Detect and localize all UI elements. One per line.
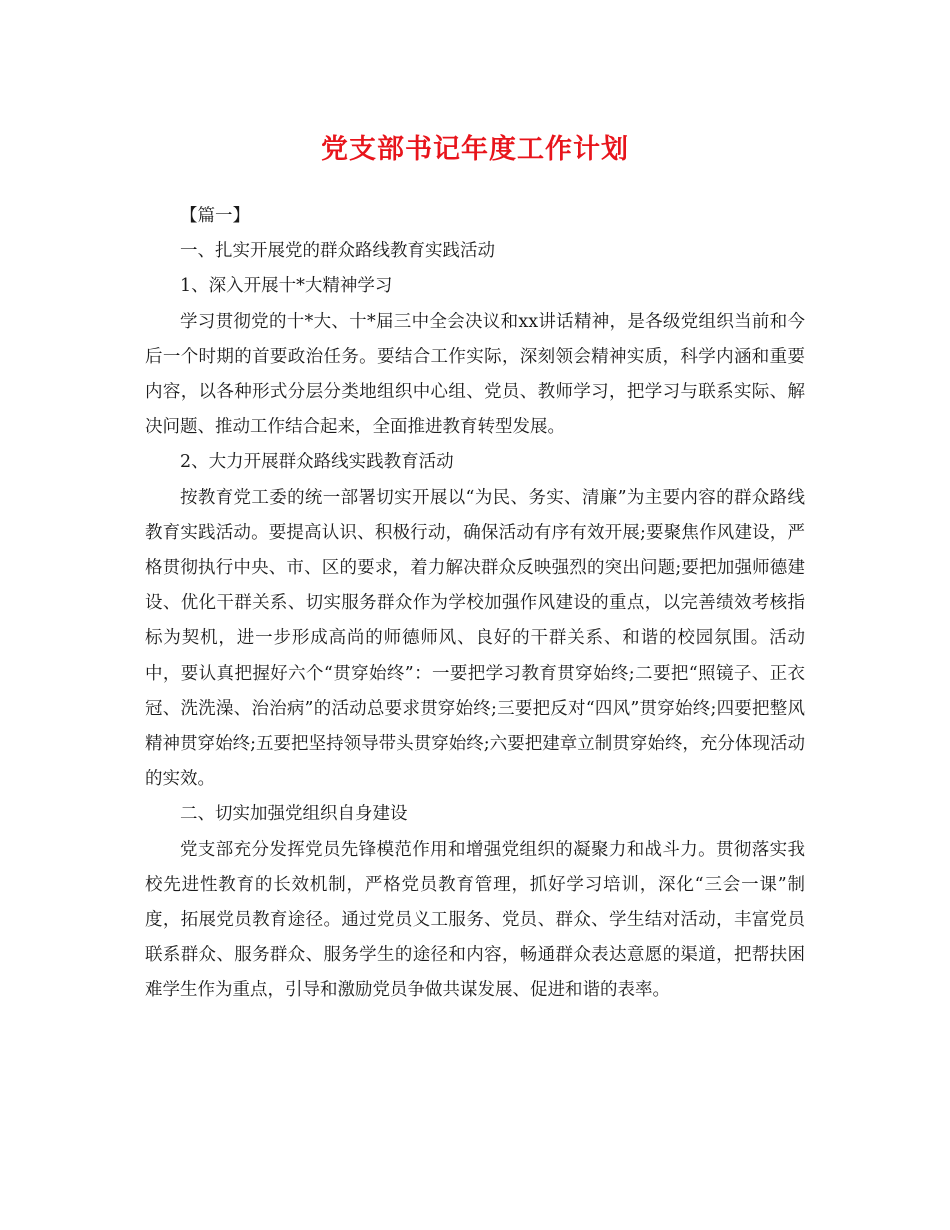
paragraph-2: 按教育党工委的统一部署切实开展以“为民、务实、清廉”为主要内容的群众路线教育实践活动。要提高认识、积极行动，确保活动有序有效开展;要聚焦作风建设，严格贯彻执行中央、市、区的要求，着力解决群众反映强烈的突出问题;要把加强师德建设、优化干群关系、切实服务群众作为学校加强作风建设的重点，以完善绩效考核指标为契机，进一步形成高尚的师德师风、良好的干群关系、和谐的校园氛围。活动中，要认真把握好六个“贯穿始终”：一要把学习教育贯穿始终;二要把“照镜子、正衣冠、洗洗澡、治治病”的活动总要求贯穿始终;三要把反对“四风”贯穿始终;四要把整风精神贯穿始终;五要把坚持领导带头贯穿始终;六要把建章立制贯穿始终，充分体现活动的实效。: [145, 487, 805, 790]
heading-2: 二、切实加强党组织自身建设: [180, 804, 408, 825]
paragraph-3: 党支部充分发挥党员先锋模范作用和增强党组织的凝聚力和战斗力。贯彻落实我校先进性教育的长效机制，严格党员教育管理，抓好学习培训，深化“三会一课”制度，拓展党员教育途径。通过党员义工服务、党员、群众、学生结对活动，丰富党员联系群众、服务群众、服务学生的途径和内容，畅通群众表达意愿的渠道，把帮扶困难学生作为重点，引导和激励党员争做共谋发展、促进和谐的表率。: [145, 839, 805, 1001]
section-label: 【篇一】: [180, 206, 250, 226]
paragraph-1: 学习贯彻党的十*大、十*届三中全会决议和xx讲话精神，是各级党组织当前和今后一个时期的首要政治任务。要结合工作实际，深刻领会精神实质，科学内涵和重要内容，以各种形式分层分类地组织中心组、党员、教师学习，把学习与联系实际、解决问题、推动工作结合起来，全面推进教育转型发展。: [145, 311, 805, 438]
subheading-2: 2、大力开展群众路线实践教育活动: [180, 452, 454, 473]
document-title: 党支部书记年度工作计划: [321, 134, 629, 165]
document-body: [145, 199, 805, 1009]
subheading-1: 1、深入开展十*大精神学习: [180, 276, 393, 297]
heading-1: 一、扎实开展党的群众路线教育实践活动: [180, 241, 495, 262]
